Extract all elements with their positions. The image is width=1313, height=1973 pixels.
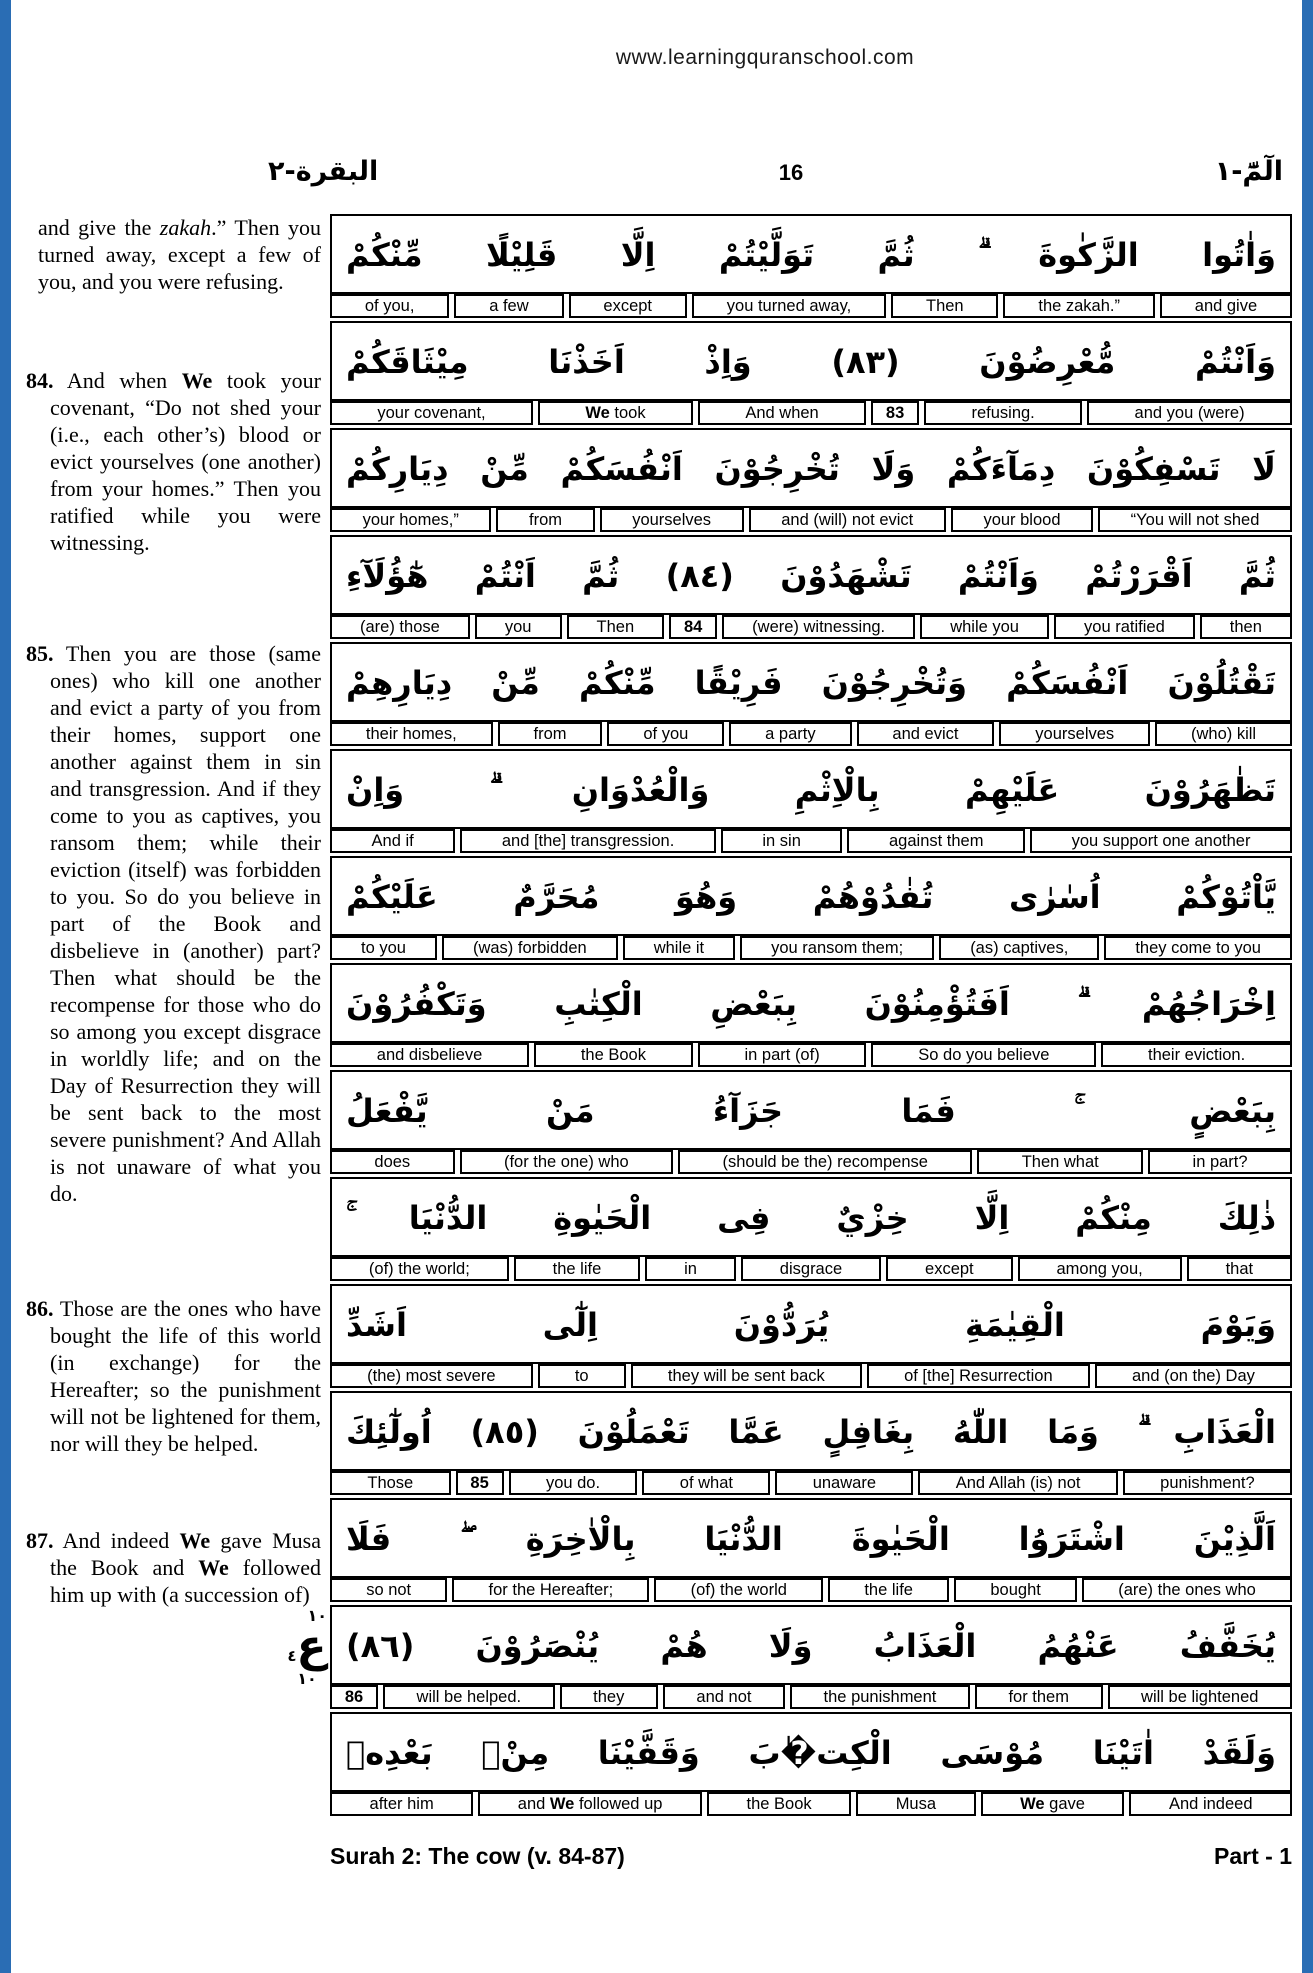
ruku-ain-glyph: ع <box>296 1621 327 1672</box>
word-translation-cell: among you, <box>1018 1257 1182 1281</box>
word-translation-cell: “You will not shed <box>1098 508 1292 532</box>
verse-row <box>330 642 1292 746</box>
word-translation-row <box>330 401 1292 425</box>
header-page-number: 16 <box>778 160 804 185</box>
word-translation-cell: in part (of) <box>698 1043 867 1067</box>
word-translation-cell: and you (were) <box>1087 401 1292 425</box>
word-translation-cell: from <box>498 722 603 746</box>
word-translation-cell: they <box>560 1685 658 1709</box>
word-translation-cell: in sin <box>721 829 843 853</box>
arabic-line: يَّاْتُوْكُمْ اُسٰرٰى تُفٰدُوْهُمْ وَهُوَ مُحَرَّمٌ عَلَيْكُمْ <box>330 856 1292 936</box>
word-translation-cell: (are) the ones who <box>1082 1578 1292 1602</box>
word-translation-cell: the Book <box>707 1792 851 1816</box>
verse-row <box>330 1498 1292 1602</box>
word-translation-cell: refusing. <box>924 401 1082 425</box>
word-translation-cell: while it <box>623 936 735 960</box>
word-translation-cell: the life <box>828 1578 949 1602</box>
word-translation-cell: disgrace <box>741 1257 881 1281</box>
verse-row <box>330 428 1292 532</box>
word-translation-cell: will be helped. <box>383 1685 555 1709</box>
right-blue-border <box>1302 0 1313 1973</box>
word-translation-cell: the punishment <box>790 1685 970 1709</box>
word-translation-row <box>330 722 1292 746</box>
word-translation-cell: punishment? <box>1123 1471 1292 1495</box>
word-translation-cell: And when <box>698 401 866 425</box>
word-translation-cell: yourselves <box>999 722 1150 746</box>
word-translation-cell: you turned away, <box>692 294 886 318</box>
word-translation-cell: (of) the world; <box>330 1257 509 1281</box>
word-translation-cell: and We followed up <box>478 1792 702 1816</box>
word-translation-cell: (should be the) recompense <box>678 1150 972 1174</box>
verse-row <box>330 1605 1292 1709</box>
word-translation-cell: and (on the) Day <box>1095 1364 1292 1388</box>
arabic-line: ذٰلِكَ مِنْكُمْ اِلَّا خِزْيٌ فِى الْحَيٰوةِ الدُّنْيَا ۚ <box>330 1177 1292 1257</box>
word-translation-cell: Those <box>330 1471 451 1495</box>
word-translation-cell: of you, <box>330 294 449 318</box>
ruku-letter-row <box>283 1621 331 1672</box>
word-translation-cell: yourselves <box>600 508 744 532</box>
arabic-line: وَلَقَدْ اٰتَيْنَا مُوْسَى الْكِت�ٰبَ وَقَفَّيْنَا مِنْۢ بَعْدِهٖ <box>330 1712 1292 1792</box>
word-translation-cell: (who) kill <box>1155 722 1292 746</box>
word-translation-cell: of you <box>607 722 724 746</box>
footer-surah-label: Surah 2: The cow (v. 84-87) <box>330 1843 625 1869</box>
word-translation-row <box>330 508 1292 532</box>
word-translation-row <box>330 294 1292 318</box>
word-translation-row <box>330 1043 1292 1067</box>
verse-translation-85: 85. Then you are those (same ones) who kill one another and evict a party of you from their homes, support one another against them in sin and transgression. And if they come to you as captives, you ransom them; while their eviction (itself) was forbidden to you. So do you believe in part of the Book and disbelieve in (another) part? Then what should be the recompense for those who do so among you except disgrace in worldly life; and on the Day of Resurrection they will be sent back to the most severe punishment? And Allah is not unaware of what you do. <box>26 641 321 1206</box>
site-url: www.learningquranschool.com <box>615 46 915 69</box>
verse-row <box>330 321 1292 425</box>
word-translation-cell: and (will) not evict <box>749 508 946 532</box>
arabic-line: ثُمَّ اَقْرَرْتُمْ وَاَنْتُمْ تَشْهَدُوْنَ (٨٤) ثُمَّ اَنْتُمْ هٰٓؤُلَآءِ <box>330 535 1292 615</box>
arabic-line: تَظٰهَرُوْنَ عَلَيْهِمْ بِالْاِثْمِ وَالْعُدْوَانِ ۗ وَاِنْ <box>330 749 1292 829</box>
word-translation-cell: after him <box>330 1792 473 1816</box>
word-translation-cell: Musa <box>856 1792 975 1816</box>
word-translation-cell: And Allah (is) not <box>918 1471 1117 1495</box>
verse-row <box>330 1177 1292 1281</box>
sidebar <box>26 214 321 1608</box>
word-translation-cell: Then <box>567 615 665 639</box>
word-translation-cell: And if <box>330 829 455 853</box>
word-translation-cell: to you <box>330 936 437 960</box>
word-translation-cell: so not <box>330 1578 447 1602</box>
arabic-line: وَيَوْمَ الْقِيٰمَةِ يُرَدُّوْنَ اِلٰٓى اَشَدِّ <box>330 1284 1292 1364</box>
arabic-line: وَاَنْتُمْ مُّعْرِضُوْنَ (٨٣) وَاِذْ اَخَذْنَا مِيْثَاقَكُمْ <box>330 321 1292 401</box>
word-translation-cell: your homes,” <box>330 508 491 532</box>
page-footer <box>330 1843 1292 1870</box>
word-translation-row <box>330 1471 1292 1495</box>
arabic-line: يُخَفَّفُ عَنْهُمُ الْعَذَابُ وَلَا هُمْ يُنْصَرُوْنَ (٨٦) <box>330 1605 1292 1685</box>
word-translation-row <box>330 1257 1292 1281</box>
verse-row <box>330 749 1292 853</box>
word-translation-cell: for the Hereafter; <box>452 1578 649 1602</box>
word-translation-cell: (are) those <box>330 615 470 639</box>
word-translation-row <box>330 1792 1292 1816</box>
verse-row <box>330 214 1292 318</box>
ruku-bottom-number: ١٠ <box>297 1669 317 1688</box>
verse-translation-87: 87. And indeed We gave Musa the Book and We followed him up with (a succession of) <box>26 1528 321 1607</box>
word-translation-cell: the life <box>514 1257 640 1281</box>
word-translation-cell: you <box>475 615 562 639</box>
word-translation-cell: they come to you <box>1104 936 1292 960</box>
word-translation-cell: then <box>1200 615 1292 639</box>
word-translation-cell: and evict <box>857 722 995 746</box>
word-translation-cell: that <box>1187 1257 1292 1281</box>
word-translation-cell: you do. <box>509 1471 638 1495</box>
verse-translation-84: 84. And when We took your covenant, “Do not shed your (i.e., each other’s) blood or evict yourselves (one another) from your homes.” Then you ratified while you were witnessing. <box>26 368 321 555</box>
word-translation-cell: in part? <box>1148 1150 1292 1174</box>
word-translation-cell: unaware <box>775 1471 913 1495</box>
verse-number-cell: 84 <box>669 615 717 639</box>
word-translation-cell: their homes, <box>330 722 493 746</box>
header-juz-name-arabic: الٓمّٓ-١ <box>1214 156 1283 187</box>
word-translation-cell: except <box>886 1257 1012 1281</box>
ruku-top-number: ١٠ <box>307 1606 327 1625</box>
verse-number-cell: 85 <box>456 1471 504 1495</box>
verse-row <box>330 535 1292 639</box>
verse-row <box>330 856 1292 960</box>
word-translation-cell: So do you believe <box>871 1043 1096 1067</box>
word-translation-row <box>330 936 1292 960</box>
word-translation-row <box>330 1364 1292 1388</box>
verse-number-cell: 83 <box>871 401 919 425</box>
verse-row <box>330 1391 1292 1495</box>
left-blue-border <box>0 0 11 1973</box>
word-translation-cell: you support one another <box>1030 829 1292 853</box>
word-translation-cell: (were) witnessing. <box>722 615 915 639</box>
word-translation-cell: (was) forbidden <box>442 936 618 960</box>
word-translation-cell: their eviction. <box>1101 1043 1292 1067</box>
footer-part-label: Part - 1 <box>1214 1843 1292 1869</box>
ruku-marker <box>283 1608 331 1687</box>
word-translation-cell: and not <box>663 1685 785 1709</box>
word-translation-cell: you ransom them; <box>740 936 934 960</box>
arabic-line: وَاٰتُوا الزَّكٰوةَ ۗ ثُمَّ تَوَلَّيْتُمْ اِلَّا قَلِيْلًا مِّنْكُمْ <box>330 214 1292 294</box>
arabic-line: بِبَعْضٍ ۚ فَمَا جَزَآءُ مَنْ يَّفْعَلُ <box>330 1070 1292 1150</box>
arabic-line: اَلَّذِيْنَ اشْتَرَوُا الْحَيٰوةَ الدُّنْيَا بِالْاٰخِرَةِ ۖ فَلَا <box>330 1498 1292 1578</box>
arabic-line: اِخْرَاجُهُمْ ۗ اَفَتُؤْمِنُوْنَ بِبَعْضِ الْكِتٰبِ وَتَكْفُرُوْنَ <box>330 963 1292 1043</box>
page-header <box>0 150 1313 196</box>
word-translation-cell: except <box>569 294 687 318</box>
word-translation-cell: from <box>496 508 594 532</box>
arabic-line: الْعَذَابِ ۗ وَمَا اللّٰهُ بِغَافِلٍ عَمَّا تَعْمَلُوْنَ (٨٥) اُولٰٓئِكَ <box>330 1391 1292 1471</box>
word-translation-cell: against them <box>847 829 1025 853</box>
word-translation-cell: does <box>330 1150 455 1174</box>
word-translation-cell: bought <box>954 1578 1077 1602</box>
word-translation-cell: a party <box>729 722 851 746</box>
word-translation-cell: Then what <box>977 1150 1143 1174</box>
word-translation-cell: the Book <box>534 1043 693 1067</box>
verse-row <box>330 963 1292 1067</box>
word-translation-cell: and disbelieve <box>330 1043 529 1067</box>
word-translation-row <box>330 615 1292 639</box>
verse-translation-continuation: and give the zakah.” Then you turned away, except a few of you, and you were refusing. <box>38 215 321 294</box>
word-translation-cell: of what <box>642 1471 770 1495</box>
word-translation-cell: they will be sent back <box>631 1364 862 1388</box>
word-translation-cell: and give <box>1160 294 1292 318</box>
word-translation-cell: (as) captives, <box>939 936 1099 960</box>
header-surah-name-arabic: البقرة-٢ <box>268 156 379 187</box>
word-translation-cell: your covenant, <box>330 401 533 425</box>
verse-row <box>330 1712 1292 1816</box>
verse-row <box>330 1070 1292 1174</box>
ruku-count-number: ٤ <box>287 1647 297 1665</box>
verse-translation-86: 86. Those are the ones who have bought the life of this world (in exchange) for the Hereafter; so the punishment will not be lightened for them, nor will they be helped. <box>26 1296 321 1456</box>
main-rows <box>330 214 1292 1819</box>
word-translation-cell: (of) the world <box>654 1578 823 1602</box>
word-translation-cell: and [the] transgression. <box>460 829 716 853</box>
arabic-line: لَا تَسْفِكُوْنَ دِمَآءَكُمْ وَلَا تُخْرِجُوْنَ اَنْفُسَكُمْ مِّنْ دِيَارِكُمْ <box>330 428 1292 508</box>
word-translation-cell: And indeed <box>1129 1792 1292 1816</box>
word-translation-cell: for them <box>975 1685 1103 1709</box>
word-translation-cell: (for the one) who <box>460 1150 674 1174</box>
word-translation-cell: We gave <box>981 1792 1125 1816</box>
word-translation-row <box>330 1150 1292 1174</box>
word-translation-cell: a few <box>454 294 563 318</box>
word-translation-cell: will be lightened <box>1108 1685 1292 1709</box>
word-translation-row <box>330 1578 1292 1602</box>
word-translation-cell: while you <box>920 615 1049 639</box>
verse-number-cell: 86 <box>330 1685 378 1709</box>
word-translation-cell: We took <box>538 401 693 425</box>
word-translation-cell: Then <box>891 294 998 318</box>
word-translation-cell: your blood <box>951 508 1093 532</box>
word-translation-cell: in <box>645 1257 736 1281</box>
arabic-line: تَقْتُلُوْنَ اَنْفُسَكُمْ وَتُخْرِجُوْنَ فَرِيْقًا مِّنْكُمْ مِّنْ دِيَارِهِمْ <box>330 642 1292 722</box>
word-translation-cell: to <box>538 1364 626 1388</box>
word-translation-cell: you ratified <box>1054 615 1195 639</box>
word-translation-row <box>330 829 1292 853</box>
word-translation-cell: of [the] Resurrection <box>867 1364 1090 1388</box>
word-translation-row <box>330 1685 1292 1709</box>
word-translation-cell: (the) most severe <box>330 1364 533 1388</box>
word-translation-cell: the zakah.” <box>1003 294 1154 318</box>
verse-row <box>330 1284 1292 1388</box>
